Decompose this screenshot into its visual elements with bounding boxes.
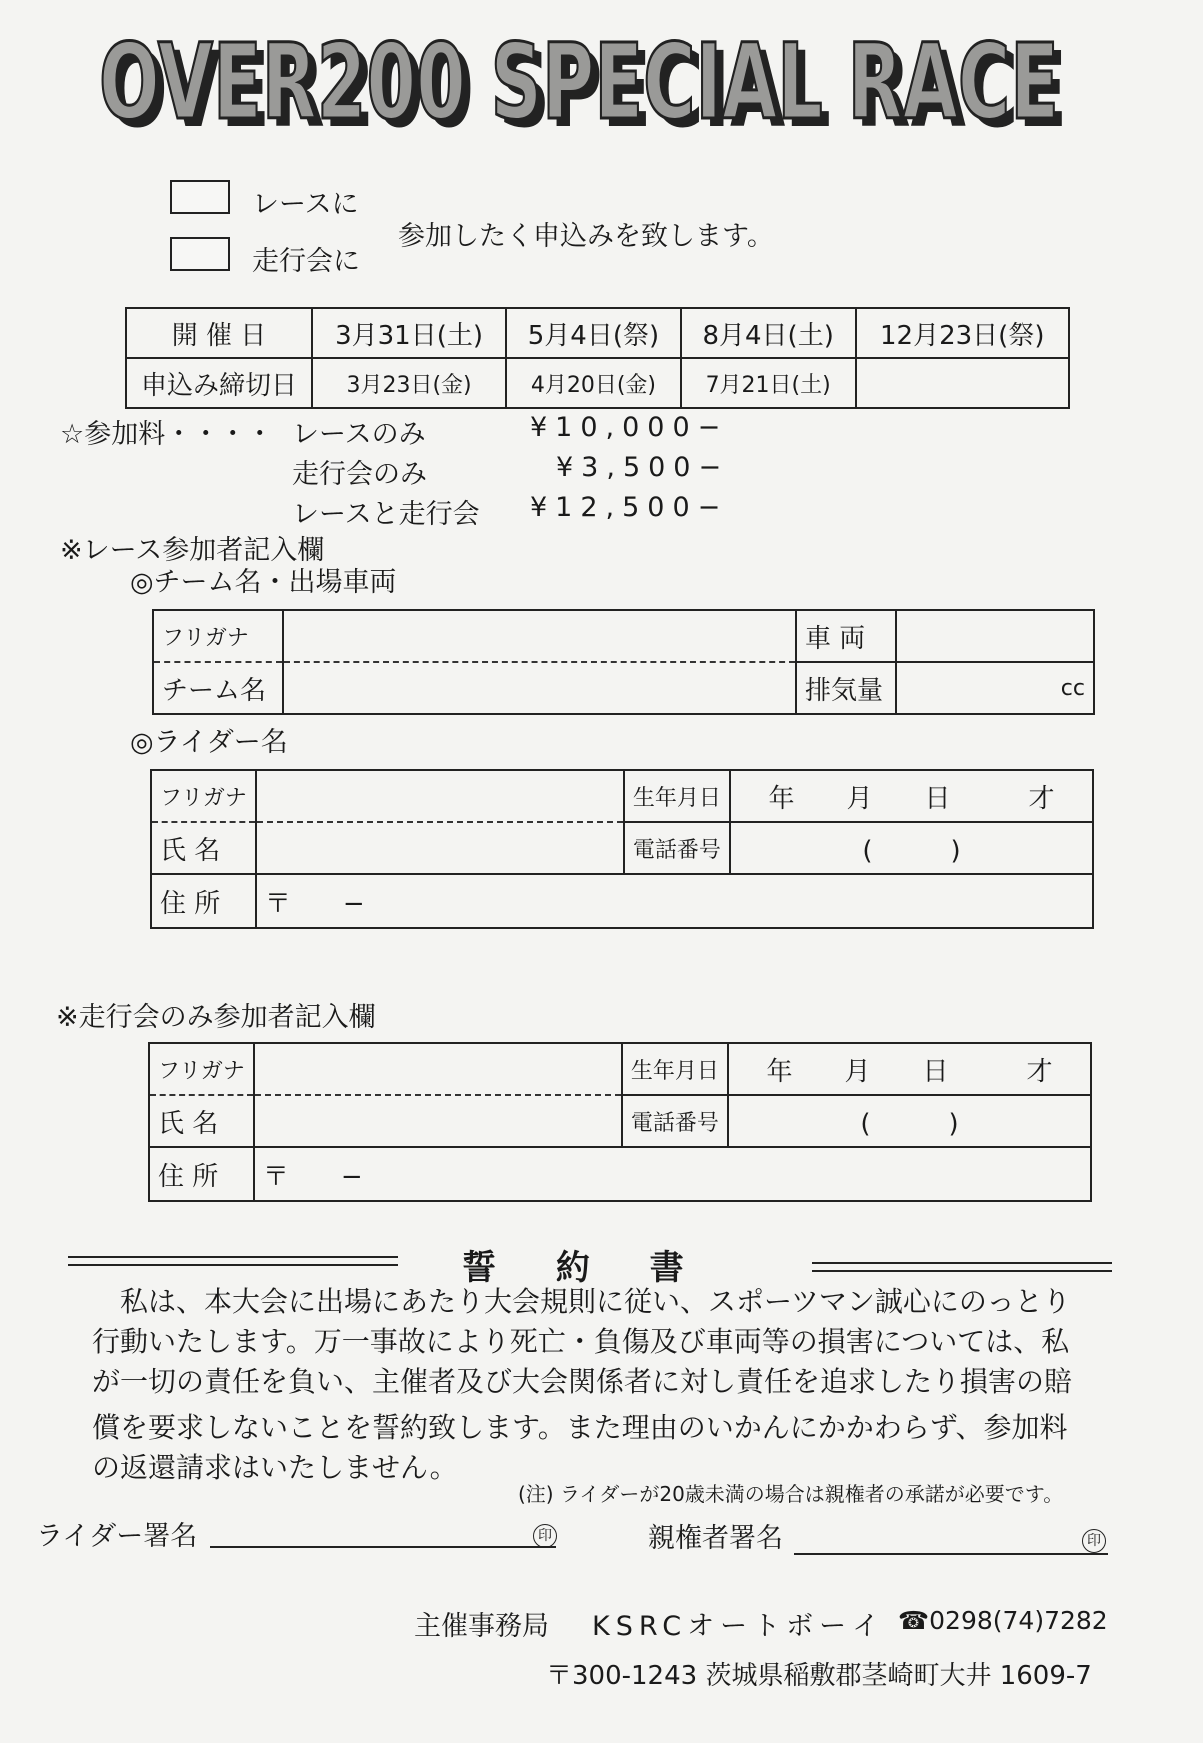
displacement-field[interactable]: cc <box>896 662 1094 714</box>
vehicle-label: 車 両 <box>796 610 896 662</box>
rider-address-label: 住 所 <box>151 874 256 928</box>
practice-section-heading: ※走行会のみ参加者記入欄 <box>56 1002 376 1033</box>
team-furigana-field[interactable] <box>283 610 796 662</box>
pledge-rule-left <box>68 1256 398 1266</box>
rider-address-field[interactable]: 〒 − <box>256 874 1093 928</box>
fee-item-price: ¥12,500− <box>530 492 729 523</box>
pledge-line: 償を要求しないことを誓約致します。また理由のいかんにかかわらず、参加料 <box>92 1411 1068 1444</box>
fee-item-name: 走行会のみ <box>292 459 427 490</box>
rider-heading: ◎ライダー名 <box>130 727 288 758</box>
practice-table <box>148 1042 1092 1202</box>
pledge-line: が一切の責任を負い、主催者及び大会関係者に対し責任を追求したり損害の賠 <box>92 1365 1073 1398</box>
event-date-1: 3月31日(土) <box>312 308 506 358</box>
practice-address-label: 住 所 <box>149 1147 254 1201</box>
pledge-line: 行動いたします。万一事故により死亡・負傷及び車両等の損害については、私 <box>92 1325 1070 1358</box>
office-address: 〒300-1243 茨城県稲敷郡茎崎町大井 1609-7 <box>546 1661 1092 1691</box>
team-furigana-label: フリガナ <box>153 610 283 662</box>
team-name-field[interactable] <box>283 662 796 714</box>
race-checkbox[interactable] <box>170 180 230 214</box>
practice-birthday-field[interactable]: 年 月 日 才 <box>728 1043 1091 1095</box>
schedule-table <box>125 307 1070 409</box>
practice-furigana-label: フリガナ <box>149 1043 254 1095</box>
parent-sign-label: 親権者署名 <box>648 1523 783 1554</box>
practice-option-label: 走行会に <box>252 246 360 277</box>
pledge-body <box>92 1282 1072 1488</box>
team-heading: ◎チーム名・出場車両 <box>130 567 397 598</box>
event-date-2: 5月4日(祭) <box>506 308 681 358</box>
rider-name-label: 氏 名 <box>151 822 256 874</box>
parent-sign-line[interactable] <box>794 1553 1108 1555</box>
practice-phone-field[interactable]: ( ) <box>728 1095 1091 1147</box>
practice-name-field[interactable] <box>254 1095 622 1147</box>
title-text: OVER200 SPECIAL RACE <box>99 22 1059 142</box>
pledge-line: の返還請求はいたしません。 <box>92 1451 458 1484</box>
title-shadow: OVER200 SPECIAL RACE <box>107 29 1067 142</box>
rider-sign-line[interactable] <box>210 1546 556 1548</box>
rider-furigana-field[interactable] <box>256 770 624 822</box>
deadline-2: 4月20日(金) <box>506 358 681 408</box>
parent-seal-icon: 印 <box>1082 1529 1106 1553</box>
page-title <box>95 22 1095 142</box>
practice-name-label: 氏 名 <box>149 1095 254 1147</box>
fee-item-name: レースのみ <box>292 419 426 450</box>
displacement-label: 排気量 <box>796 662 896 714</box>
practice-furigana-field[interactable] <box>254 1043 622 1095</box>
rider-name-field[interactable] <box>256 822 624 874</box>
event-date-4: 12月23日(祭) <box>856 308 1069 358</box>
rider-birthday-label: 生年月日 <box>624 770 730 822</box>
fee-label: ☆参加料・・・・ <box>60 419 274 450</box>
practice-phone-label: 電話番号 <box>622 1095 728 1147</box>
office-name: KSRCオートボーイ <box>592 1611 886 1642</box>
practice-birthday-label: 生年月日 <box>622 1043 728 1095</box>
fee-item-price: ¥3,500− <box>556 452 730 483</box>
rider-furigana-label: フリガナ <box>151 770 256 822</box>
deadline-label: 申込み締切日 <box>126 358 312 408</box>
practice-address-field[interactable]: 〒 − <box>254 1147 1091 1201</box>
team-table <box>152 609 1095 715</box>
vehicle-field[interactable] <box>896 610 1094 662</box>
rider-birthday-field[interactable]: 年 月 日 才 <box>730 770 1093 822</box>
pledge-title: 誓 約 書 <box>462 1248 708 1288</box>
race-option-label: レースに <box>252 189 359 220</box>
rider-phone-label: 電話番号 <box>624 822 730 874</box>
fee-item-name: レースと走行会 <box>292 499 480 530</box>
deadline-1: 3月23日(金) <box>312 358 506 408</box>
event-date-label: 開 催 日 <box>126 308 312 358</box>
race-section-heading: ※レース参加者記入欄 <box>60 535 325 566</box>
rider-table <box>150 769 1094 929</box>
office-label: 主催事務局 <box>414 1611 549 1642</box>
office-phone: ☎0298(74)7282 <box>898 1606 1108 1635</box>
rider-seal-icon: 印 <box>533 1524 557 1548</box>
team-name-label: チーム名 <box>153 662 283 714</box>
event-date-3: 8月4日(土) <box>681 308 856 358</box>
fee-item-price: ¥10,000− <box>530 412 729 443</box>
pledge-line: 私は、本大会に出場にあたり大会規則に従い、スポーツマン誠心にのっとり <box>120 1285 1071 1318</box>
rider-sign-label: ライダー署名 <box>36 1521 198 1552</box>
practice-checkbox[interactable] <box>170 237 230 271</box>
rider-phone-field[interactable]: ( ) <box>730 822 1093 874</box>
pledge-note: (注) ライダーが20歳未満の場合は親権者の承諾が必要です。 <box>518 1482 1064 1506</box>
deadline-4 <box>856 358 1069 408</box>
apply-statement: 参加したく申込みを致します。 <box>398 221 774 252</box>
pledge-rule-right <box>812 1262 1112 1272</box>
deadline-3: 7月21日(土) <box>681 358 856 408</box>
